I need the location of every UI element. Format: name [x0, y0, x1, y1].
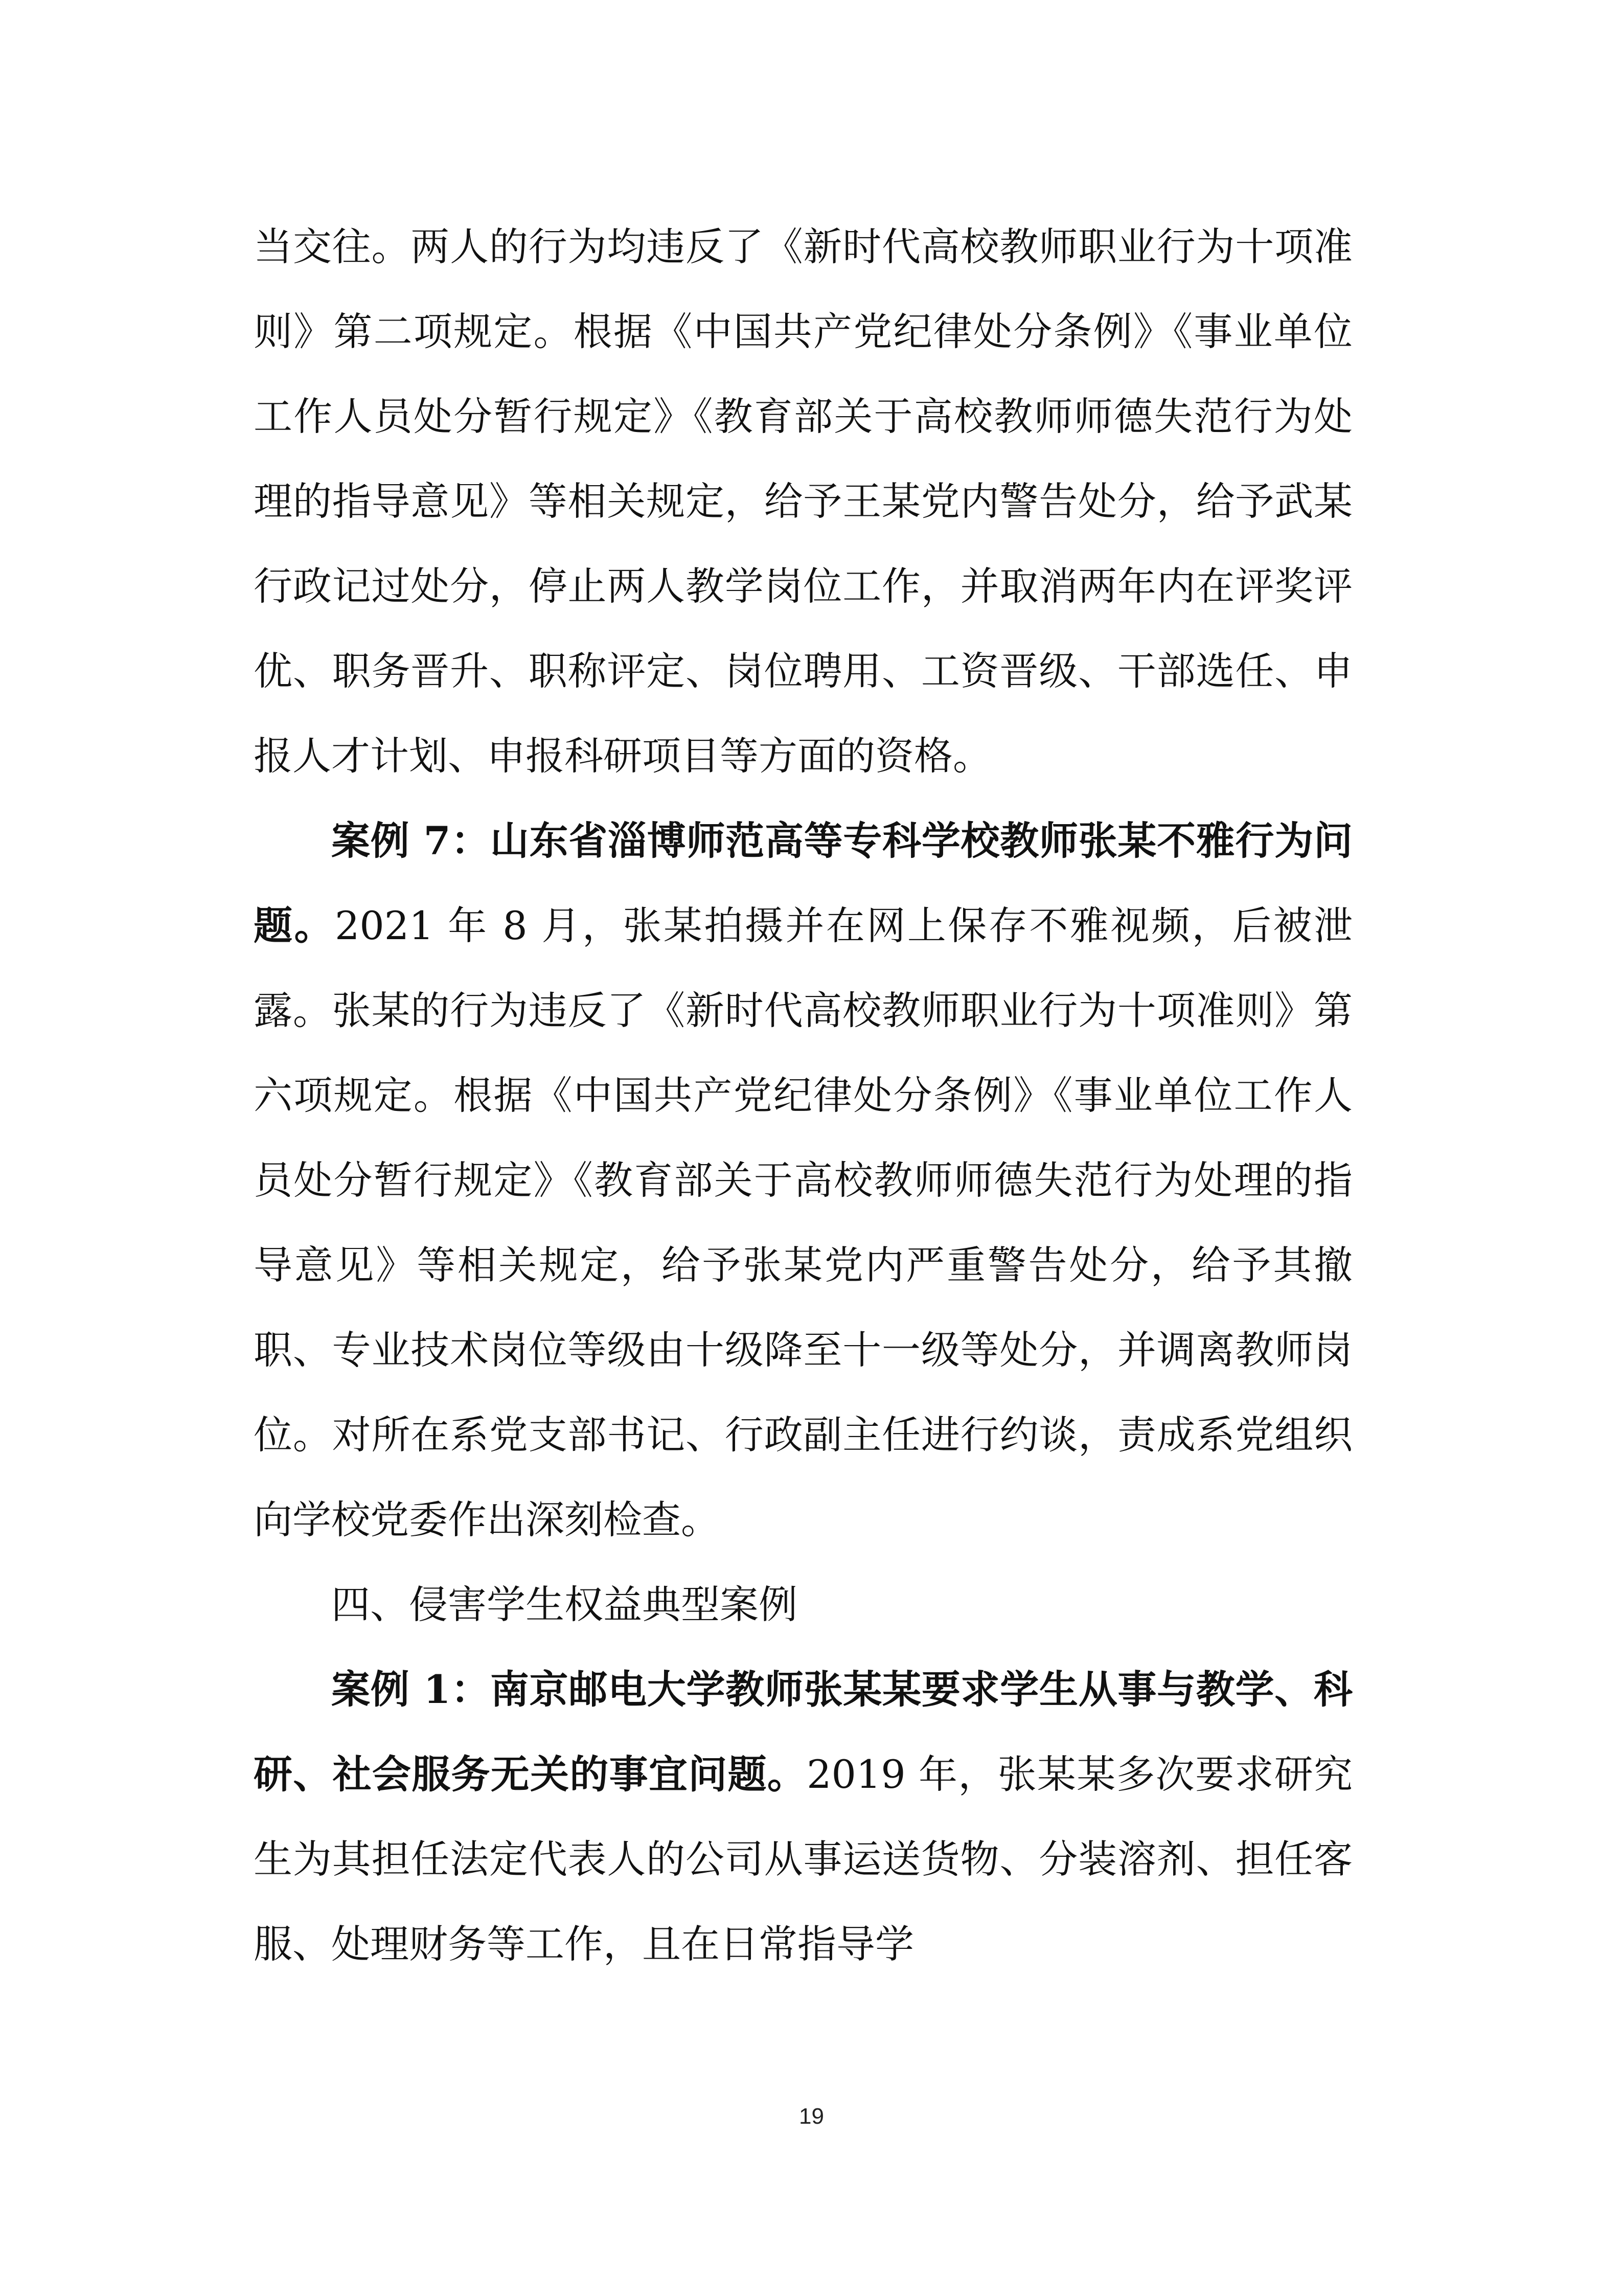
page-number: 19 [799, 2104, 824, 2129]
paragraph-case-7 [254, 799, 1353, 1562]
section-title-text: 四、侵害学生权益典型案例 [331, 1582, 797, 1627]
section-title-student-rights [254, 1562, 1353, 1647]
paragraph-case-1 [254, 1647, 1353, 1987]
paragraph-case-6-continuation [254, 204, 1353, 799]
document-body [254, 204, 1353, 1987]
case-7-heading: 案例 7：山东省淄博师范高等专科学校教师张某不雅行为问题。 [254, 818, 1353, 948]
case-1-heading: 案例 1：南京邮电大学教师张某某要求学生从事与教学、科研、社会服务无关的事宜问题。 [254, 1667, 1353, 1797]
case-1-text: 2019 年，张某某多次要求研究生为其担任法定代表人的公司从事运送货物、分装溶剂、担任客服、处理财务等工作，且在日常指导学 [254, 1752, 1353, 1967]
case-7-text: 2021 年 8 月，张某拍摄并在网上保存不雅视频，后被泄露。张某的行为违反了《新时代高校教师职业行为十项准则》第六项规定。根据《中国共产党纪律处分条例》《事业单位工作人员处分暂行规定》《教育部关于高校教师师德失范行为处理的指导意见》等相关规定，给予张某党内严重警告处分，给予其撤职、专业技术岗位等级由十级降至十一级等处分，并调离教师岗位。对所在系党支部书记、行政副主任进行约谈，责成系党组织向学校党委作出深刻检查。 [254, 903, 1353, 1542]
paragraph-text: 当交往。两人的行为均违反了《新时代高校教师职业行为十项准则》第二项规定。根据《中国共产党纪律处分条例》《事业单位工作人员处分暂行规定》《教育部关于高校教师师德失范行为处理的指导意见》等相关规定，给予王某党内警告处分，给予武某行政记过处分，停止两人教学岗位工作，并取消两年内在评奖评优、职务晋升、职称评定、岗位聘用、工资晋级、干部选任、申报人才计划、申报科研项目等方面的资格。 [254, 224, 1353, 779]
